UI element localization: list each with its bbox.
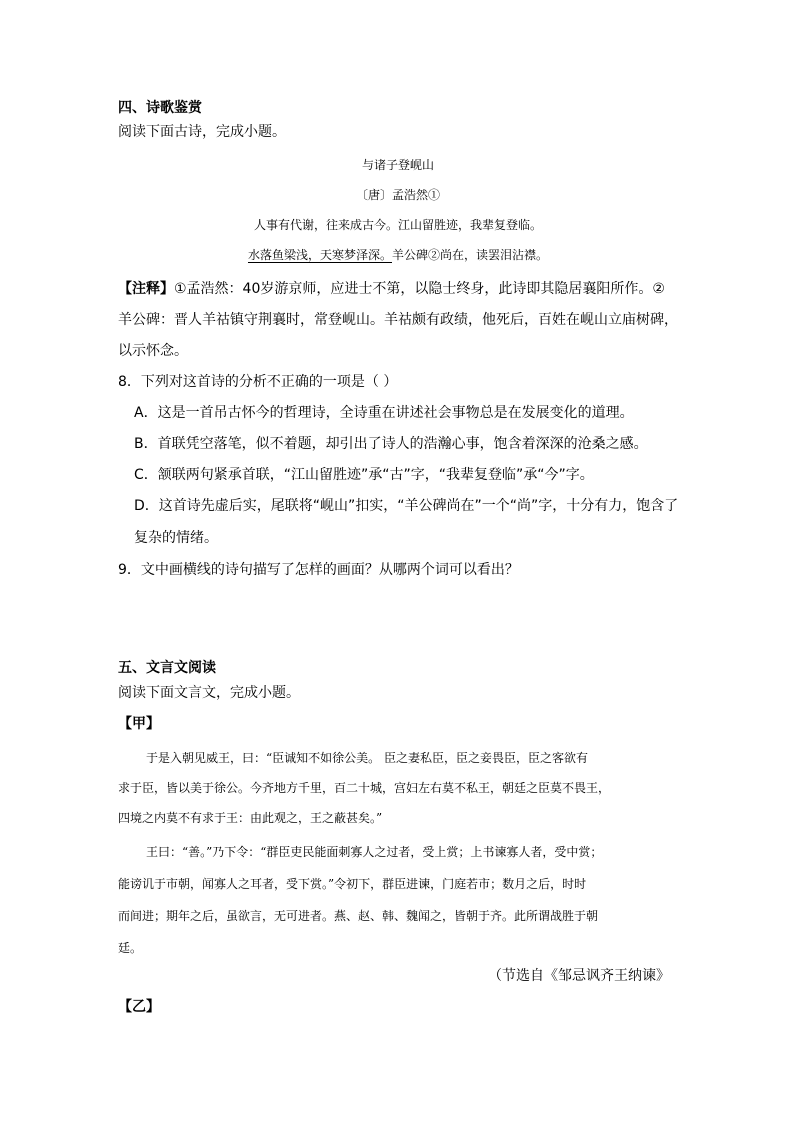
question-8-option-a: A．这是一首吊古怀今的哲理诗，全诗重在讲述社会事物总是在发展变化的道理。 — [134, 405, 634, 421]
poem-line-2-rest: 羊公碑②尚在，读罢泪沾襟。 — [392, 248, 549, 262]
passage-yi-label: 【乙】 — [118, 999, 160, 1015]
section5-heading: 五、文言文阅读 — [118, 660, 216, 676]
notes-text-1: ①孟浩然：40岁游京师，应进士不第，以隐士终身，此诗即其隐居襄阳所作。② — [174, 281, 665, 297]
notes-label: 【注释】 — [118, 281, 174, 297]
section4-instruction: 阅读下面古诗，完成小题。 — [118, 124, 286, 140]
notes-line-3: 以示怀念。 — [118, 343, 188, 359]
passage-p1-line-1: 于是入朝见威王，曰：“臣诚知不如徐公美。 臣之妻私臣，臣之妾畏臣，臣之客欲有 — [146, 751, 588, 765]
poem-line-2-underlined: 水落鱼梁浅，天寒梦泽深。 — [247, 248, 392, 262]
poem-author: 〔唐〕孟浩然① — [355, 188, 440, 202]
question-8-option-c: C．颔联两句紧承首联，“江山留胜迹”承“古”字，“我辈复登临”承“今”字。 — [134, 467, 594, 483]
passage-p2-line-1: 王曰：“善。”乃下令：“群臣吏民能面刺寡人之过者，受上赏；上书谏寡人者，受中赏； — [146, 845, 603, 859]
question-8-stem: 8．下列对这首诗的分析不正确的一项是（ ） — [118, 374, 398, 390]
question-8-option-b: B．首联凭空落笔，似不着题，却引出了诗人的浩瀚心事，饱含着深深的沧桑之感。 — [134, 436, 648, 452]
passage-p1-line-3: 四境之内莫不有求于王：由此观之，王之蔽甚矣。” — [118, 811, 383, 825]
poem-line-1: 人事有代谢，往来成古今。江山留胜迹，我辈复登临。 — [253, 218, 542, 232]
poem-line-2 — [118, 245, 678, 265]
question-8-option-d-cont: 复杂的情绪。 — [134, 530, 218, 546]
passage-p1-line-2: 求于臣，皆以美于徐公。今齐地方千里，百二十城，宫妇左右莫不私王，朝廷之臣莫不畏王， — [118, 781, 611, 795]
passage-jia-label: 【甲】 — [118, 716, 160, 732]
notes-line-1 — [118, 279, 665, 299]
notes-line-2: 羊公碑：晋人羊祜镇守荆襄时，常登岘山。羊祜颇有政绩，他死后，百姓在岘山立庙树碑， — [118, 312, 678, 328]
passage-p2-line-4: 廷。 — [118, 941, 143, 955]
passage-source: （节选自《邹忌讽齐王纳谏》 — [488, 968, 670, 984]
poem-title: 与诸子登岘山 — [361, 158, 434, 172]
passage-p2-line-3: 而间进；期年之后，虽欲言，无可进者。燕、赵、韩、魏闻之，皆朝于齐。此所谓战胜于朝 — [118, 909, 599, 923]
passage-p2-line-2: 能谤讥于市朝，闻寡人之耳者，受下赏。”令初下，群臣进谏，门庭若市；数月之后，时时 — [118, 877, 587, 891]
section5-instruction: 阅读下面文言文，完成小题。 — [118, 685, 300, 701]
question-9: 9．文中画横线的诗句描写了怎样的画面？从哪两个词可以看出？ — [118, 562, 519, 578]
question-8-option-d: D．这首诗先虚后实，尾联将“岘山”扣实，“羊公碑尚在”一个“尚”字，十分有力，饱含了 — [134, 498, 679, 514]
section4-heading: 四、诗歌鉴赏 — [118, 100, 202, 116]
